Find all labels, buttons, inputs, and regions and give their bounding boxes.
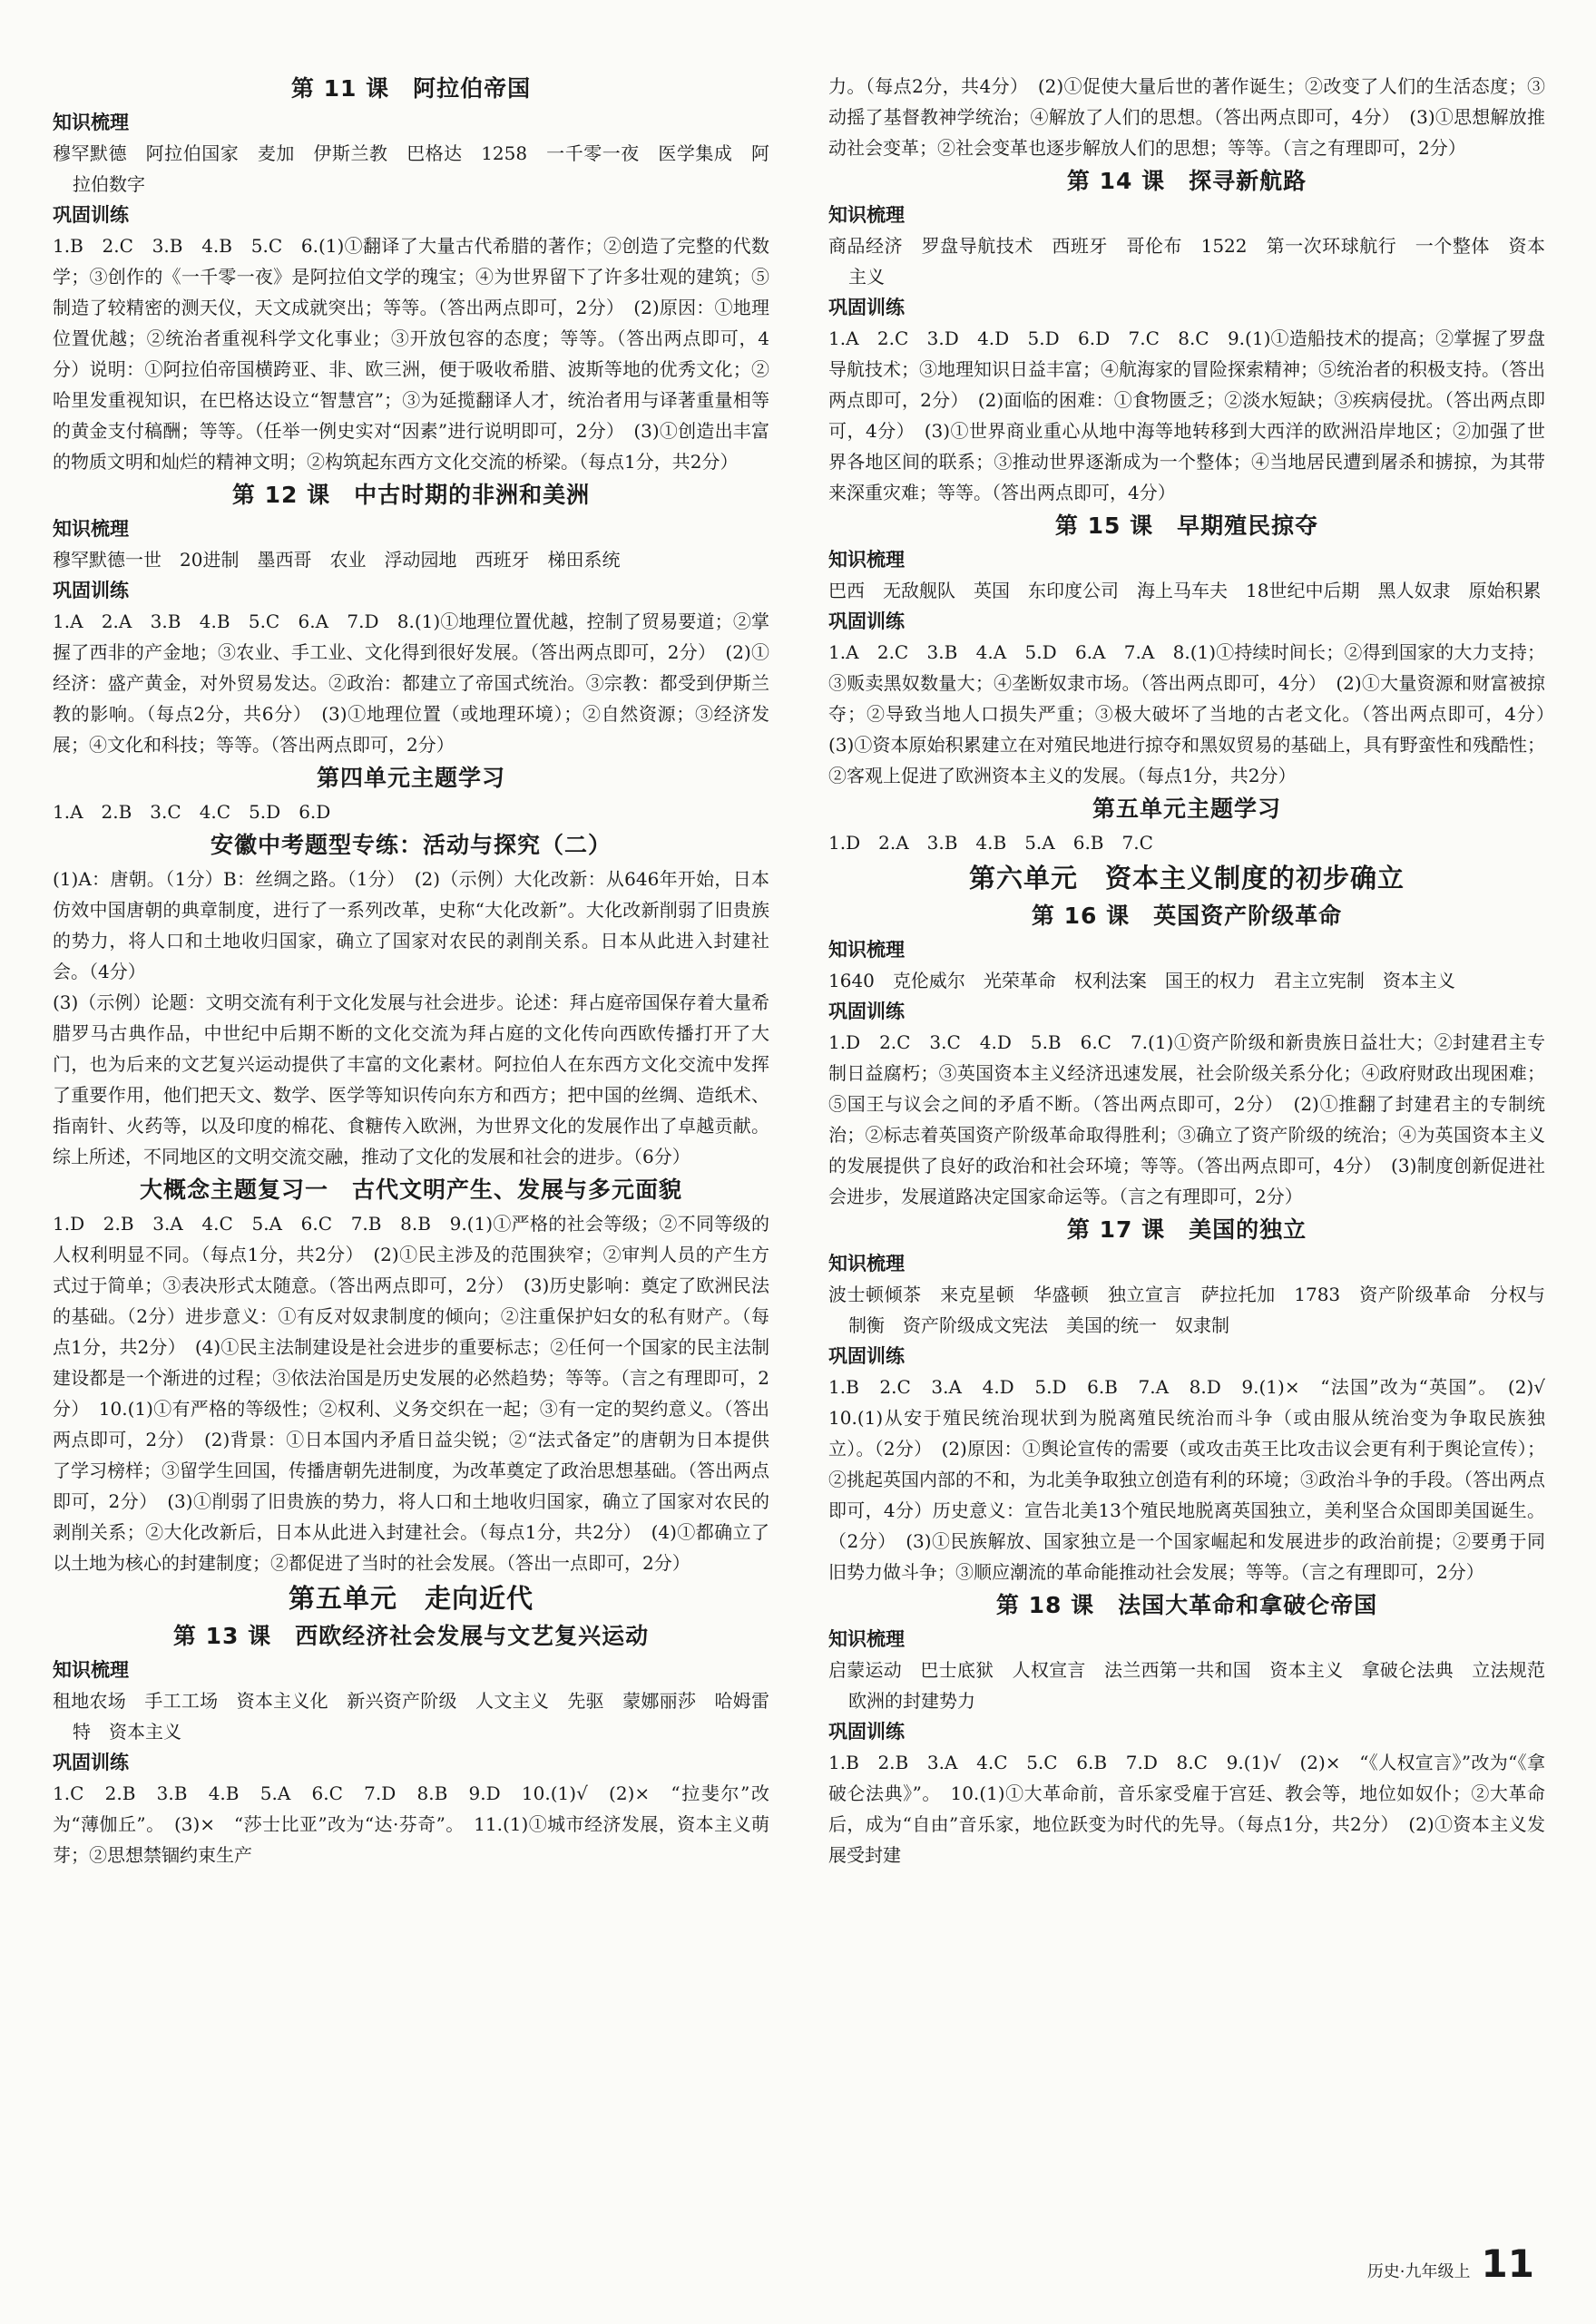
subsection-label: 巩固训练	[828, 1721, 905, 1743]
knowledge-points: 1640 克伦威尔 光荣革命 权利法案 国王的权力 君主立宪制 资本主义	[828, 970, 1455, 991]
knowledge-points: 穆罕默德一世 20进制 墨西哥 农业 浮动园地 西班牙 梯田系统	[53, 549, 621, 571]
subsection-label: 巩固训练	[828, 1345, 905, 1367]
section-heading: 第四单元主题学习	[316, 765, 505, 791]
answer-paragraph: (3)（示例）论题：文明交流有利于文化发展与社会进步。论述：拜占庭帝国保存着大量希腊罗马古典作品，中世纪中后期不断的文化交流为拜占庭的文化传向西欧传播打开了大门，也为后来的文艺复兴运动提供了丰富的文化素材。阿拉伯人在东西方文化交流中发挥了重要作用，他们把天文、数学、医学等知识传向东方和西方；把中国的丝绸、造纸术、指南针、火药等，以及印度的棉花、食糖传入欧洲，为世界文化的发展作出了卓越贡献。综上所述，不同地区的文明交流交融，推动了文化的发展和社会的进步。（6分）	[53, 991, 769, 1167]
subsection-label: 知识梳理	[53, 112, 129, 133]
knowledge-points: 商品经济 罗盘导航技术 西班牙 哥伦布 1522 第一次环球航行 一个整体 资本主义	[828, 235, 1545, 288]
unit-heading: 第六单元 资本主义制度的初步确立	[968, 863, 1405, 893]
page-number: 11	[1481, 2241, 1534, 2286]
section-heading: 第 15 课 早期殖民掠夺	[1054, 513, 1319, 539]
answer-paragraph: 1.C 2.B 3.B 4.B 5.A 6.C 7.D 8.B 9.D 10.(1)√ (2)× “拉斐尔”改为“薄伽丘”。 (3)× “莎士比亚”改为“达·芬奇”。 11.(1)①城市经济发展，资本主义萌芽；②思想禁锢约束生产	[53, 1782, 769, 1866]
answer-paragraph: 1.B 2.C 3.B 4.B 5.C 6.(1)①翻译了大量古代希腊的著作；②创造了完整的代数学；③创作的《一千零一夜》是阿拉伯文学的瑰宝；④为世界留下了许多壮观的建筑；⑤制造了较精密的测天仪，天文成就突出；等等。（答出两点即可，2分） (2)原因：①地理位置优越；②统治者重视科学文化事业；③开放包容的态度；等等。（答出两点即可，4分）说明：①阿拉伯帝国横跨亚、非、欧三洲，便于吸收希腊、波斯等地的优秀文化；②哈里发重视知识，在巴格达设立“智慧宫”；③为延揽翻译人才，统治者用与译著重量相等的黄金支付稿酬；等等。（任举一例史实对“因素”进行说明即可，2分） (3)①创造出丰富的物质文明和灿烂的精神文明；②构筑起东西方文化交流的桥梁。（每点1分，共2分）	[53, 235, 769, 473]
section-heading: 安徽中考题型专练：活动与探究（二）	[210, 832, 612, 858]
section-heading: 第 17 课 美国的独立	[1066, 1216, 1307, 1243]
answer-paragraph: 1.D 2.C 3.C 4.D 5.B 6.C 7.(1)①资产阶级和新贵族日益壮大；②封建君主专制日益腐朽；③英国资本主义经济迅速发展，社会阶级关系分化；④政府财政出现困难；⑤国王与议会之间的矛盾不断。（答出两点即可，2分） (2)①推翻了封建君主的专制统治；②标志着英国资产阶级革命取得胜利；③确立了资产阶级的统治；④为英国资本主义的发展提供了良好的政治和社会环境；等等。（答出两点即可，4分） (3)制度创新促进社会进步，发展道路决定国家命运等。（言之有理即可，2分）	[828, 1031, 1545, 1207]
subsection-label: 巩固训练	[53, 580, 129, 601]
knowledge-points: 穆罕默德 阿拉伯国家 麦加 伊斯兰教 巴格达 1258 一千零一夜 医学集成 阿拉伯数字	[53, 142, 769, 195]
section-heading: 大概念主题复习一 古代文明产生、发展与多元面貌	[139, 1177, 682, 1203]
answer-paragraph: 1.A 2.C 3.D 4.D 5.D 6.D 7.C 8.C 9.(1)①造船技术的提高；②掌握了罗盘导航技术；③地理知识日益丰富；④航海家的冒险探索精神；⑤统治者的积极支持。（答出两点即可，2分） (2)面临的困难：①食物匮乏；②淡水短缺；③疾病侵扰。（答出两点即可，4分） (3)①世界商业重心从地中海等地转移到大西洋的欧洲沿岸地区；②加强了世界各地区间的联系；③推动世界逐渐成为一个整体；④当地居民遭到屠杀和掳掠，为其带来深重灾难；等等。（答出两点即可，4分）	[828, 327, 1545, 503]
right-column	[828, 71, 1563, 1870]
knowledge-points: 启蒙运动 巴士底狱 人权宣言 法兰西第一共和国 资本主义 拿破仑法典 立法规范 欧洲的封建势力	[828, 1659, 1563, 1712]
knowledge-points: 波士顿倾茶 来克星顿 华盛顿 独立宣言 萨拉托加 1783 资产阶级革命 分权与制衡 资产阶级成文宪法 美国的统一 奴隶制	[828, 1284, 1545, 1336]
answer-paragraph: (1)A：唐朝。（1分）B：丝绸之路。（1分） (2)（示例）大化改新：从646年开始，日本仿效中国唐朝的典章制度，进行了一系列改革，史称“大化改新”。大化改新削弱了旧贵族的势力，将人口和土地收归国家，确立了国家对农民的剥削关系。日本从此进入封建社会。（4分）	[53, 868, 769, 982]
section-heading: 第 11 课 阿拉伯帝国	[290, 75, 532, 102]
answer-paragraph: 1.B 2.B 3.A 4.C 5.C 6.B 7.D 8.C 9.(1)√ (2)× “《人权宣言》”改为“《拿破仑法典》”。 10.(1)①大革命前，音乐家受雇于宫廷、教会等，地位如奴仆；②大革命后，成为“自由”音乐家，地位跃变为时代的先导。（每点1分，共2分） (2)①资本主义发展受封建	[828, 1752, 1545, 1866]
subsection-label: 巩固训练	[828, 1001, 905, 1022]
section-heading: 第 18 课 法国大革命和拿破仑帝国	[995, 1592, 1378, 1618]
unit-heading: 第五单元 走向近代	[288, 1583, 534, 1614]
knowledge-points: 租地农场 手工工场 资本主义化 新兴资产阶级 人文主义 先驱 蒙娜丽莎 哈姆雷特 资本主义	[53, 1690, 769, 1743]
answer-paragraph: 1.B 2.C 3.A 4.D 5.D 6.B 7.A 8.D 9.(1)× “法国”改为“英国”。 (2)√ 10.(1)从安于殖民统治现状到为脱离殖民统治而斗争（或由服从统治变为争取民族独立）。（2分） (2)原因：①舆论宣传的需要（或攻击英王比攻击议会更有利于舆论宣传）；②挑起英国内部的不和，为北美争取独立创造有利的环境；③政治斗争的手段。（答出两点即可，4分）历史意义：宣告北美13个殖民地脱离英国独立，美利坚合众国即美国诞生。（2分） (3)①民族解放、国家独立是一个国家崛起和发展进步的政治前提；②要勇于同旧势力做斗争；③顺应潮流的革命能推动社会发展；等等。（言之有理即可，2分）	[828, 1376, 1563, 1583]
left-column	[53, 71, 769, 1870]
section-heading: 第五单元主题学习	[1092, 796, 1281, 822]
subsection-label: 知识梳理	[828, 1253, 905, 1274]
subsection-label: 知识梳理	[53, 518, 129, 540]
subsection-label: 知识梳理	[828, 204, 905, 226]
subsection-label: 巩固训练	[828, 610, 905, 632]
section-heading: 第 12 课 中古时期的非洲和美洲	[231, 482, 591, 508]
answer-paragraph: 1.A 2.A 3.B 4.B 5.C 6.A 7.D 8.(1)①地理位置优越，控制了贸易要道；②掌握了西非的产金地；③农业、手工业、文化得到很好发展。（答出两点即可，2分） (2)①经济：盛产黄金，对外贸易发达。②政治：都建立了帝国式统治。③宗教：都受到伊斯兰教的影响。（每点2分，共6分） (3)①地理位置（或地理环境）；②自然资源；③经济发展；④文化和科技；等等。（答出两点即可，2分）	[53, 610, 769, 756]
answer-paragraph: 1.A 2.C 3.B 4.A 5.D 6.A 7.A 8.(1)①持续时间长；②得到国家的大力支持；③贩卖黑奴数量大；④垄断奴隶市场。（答出两点即可，4分） (2)①大量资源和财富被掠夺；②导致当地人口损失严重；③极大破坏了当地的古老文化。（答出两点即可，4分） (3)①资本原始积累建立在对殖民地进行掠夺和黑奴贸易的基础上，具有野蛮性和残酷性；②客观上促进了欧洲资本主义的发展。（每点1分，共2分）	[828, 641, 1563, 786]
answer-paragraph: 力。（每点2分，共4分） (2)①促使大量后世的著作诞生；②改变了人们的生活态度；③动摇了基督教神学统治；④解放了人们的思想。（答出两点即可，4分） (3)①思想解放推动社会变革；②社会变革也逐步解放人们的思想；等等。（言之有理即可，2分）	[828, 75, 1545, 159]
subsection-label: 知识梳理	[53, 1659, 129, 1681]
subsection-label: 巩固训练	[53, 1752, 129, 1773]
subsection-label: 巩固训练	[828, 297, 905, 318]
section-heading: 第 14 课 探寻新航路	[1066, 168, 1307, 194]
subject-label: 历史·九年级上	[1366, 2262, 1471, 2281]
section-heading: 第 16 课 英国资产阶级革命	[1031, 903, 1343, 929]
answer-paragraph: 1.D 2.B 3.A 4.C 5.A 6.C 7.B 8.B 9.(1)①严格的社会等级；②不同等级的人权利明显不同。（每点1分，共2分） (2)①民主涉及的范围狭窄；②审判人员的产生方式过于简单；③表决形式太随意。（答出两点即可，2分） (3)历史影响：奠定了欧洲民法的基础。（2分）进步意义：①有反对奴隶制度的倾向；②注重保护妇女的私有财产。（每点1分，共2分） (4)①民主法制建设是社会进步的重要标志；②任何一个国家的民主法制建设都是一个渐进的过程；③依法治国是历史发展的必然趋势；等等。（言之有理即可，2分） 10.(1)①有严格的等级性；②权利、义务交织在一起；③有一定的契约意义。（答出两点即可，2分） (2)背景：①日本国内矛盾日益尖锐；②“法式备定”的唐朝为日本提供了学习榜样；③留学生回国，传播唐朝先进制度，为改革奠定了政治思想基础。（答出两点即可，2分） (3)①削弱了旧贵族的势力，将人口和土地收归国家，确立了国家对农民的剥削关系；②大化改新后，日本从此进入封建社会。（每点1分，共2分） (4)①都确立了以土地为核心的封建制度；②都促进了当时的社会发展。（答出一点即可，2分）	[53, 1213, 769, 1574]
answer-paragraph: 1.A 2.B 3.C 4.C 5.D 6.D	[53, 801, 331, 823]
subsection-label: 知识梳理	[828, 939, 905, 961]
knowledge-points: 巴西 无敌舰队 英国 东印度公司 海上马车夫 18世纪中后期 黑人奴隶 原始积累	[828, 580, 1542, 601]
subsection-label: 知识梳理	[828, 549, 905, 571]
subsection-label: 巩固训练	[53, 204, 129, 226]
page-footer	[1366, 2241, 1534, 2286]
section-heading: 第 13 课 西欧经济社会发展与文艺复兴运动	[172, 1623, 650, 1649]
answer-paragraph: 1.D 2.A 3.B 4.B 5.A 6.B 7.C	[828, 832, 1153, 854]
subsection-label: 知识梳理	[828, 1628, 905, 1650]
